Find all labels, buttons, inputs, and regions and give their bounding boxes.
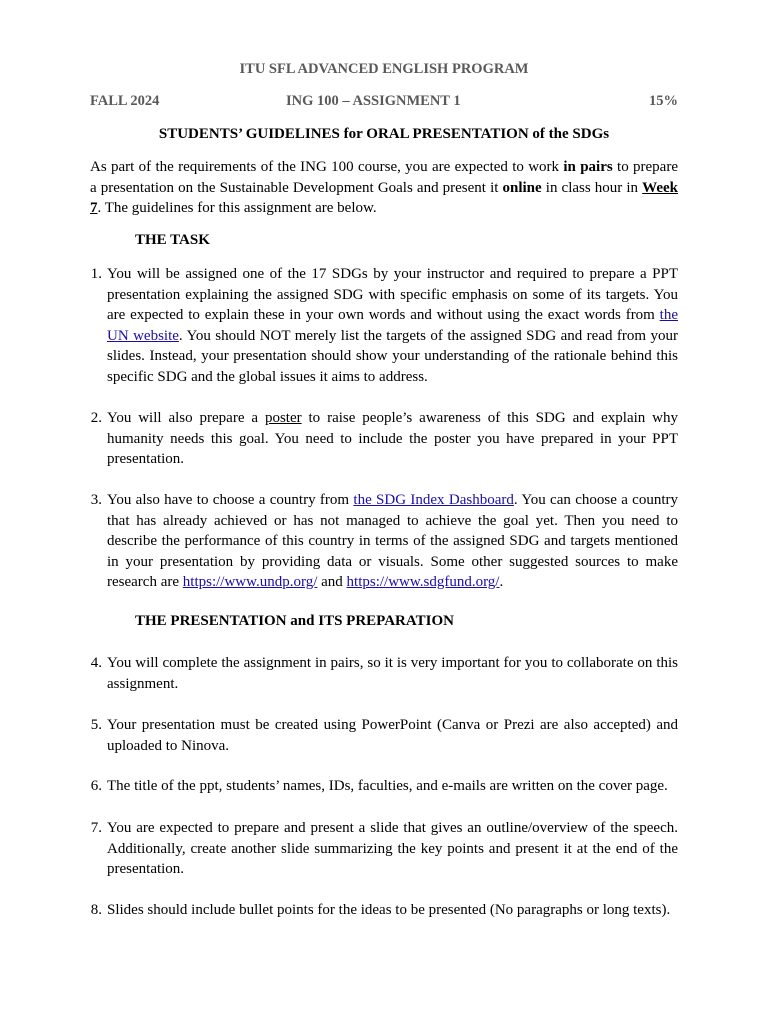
list-item: 4. You will complete the assignment in pairs, so it is very important for you to collaborate on this assignment. bbox=[90, 653, 678, 694]
item-number: 1. bbox=[90, 266, 102, 282]
item-number: 7. bbox=[90, 820, 102, 836]
list-item: 8. Slides should include bullet points for the ideas to be presented (No paragraphs or long texts). bbox=[90, 900, 678, 921]
emphasis-in-pairs: in pairs bbox=[563, 159, 613, 175]
poster-underlined: poster bbox=[264, 410, 302, 426]
un-website-link[interactable]: the UN website bbox=[107, 307, 678, 344]
section-heading-task: THE TASK bbox=[135, 232, 210, 248]
list-item: 7. You are expected to prepare and present a slide that gives an outline/overview of the speech. Additionally, create another slide summarizing the key points and present it at the end of the presentation. bbox=[90, 818, 678, 880]
grade-weight: 15% bbox=[649, 93, 678, 109]
list-item: 2. You will also prepare a poster to raise people’s awareness of this SDG and explain why humanity needs this goal. You need to include the poster you have prepared in your PPT presentation. bbox=[90, 408, 678, 470]
item-number: 8. bbox=[90, 902, 102, 918]
item-number: 5. bbox=[90, 717, 102, 733]
sdgfund-link[interactable]: https://www.sdgfund.org/ bbox=[346, 574, 500, 590]
list-item: 6. The title of the ppt, students’ names, IDs, faculties, and e-mails are written on the cover page. bbox=[90, 776, 678, 797]
item-number: 3. bbox=[90, 492, 102, 508]
emphasis-week: Week 7 bbox=[90, 179, 678, 216]
header-meta bbox=[90, 93, 678, 111]
undp-link[interactable]: https://www.undp.org/ bbox=[182, 574, 318, 590]
item-number: 6. bbox=[90, 778, 102, 794]
sdg-index-dashboard-link[interactable]: the SDG Index Dashboard bbox=[353, 492, 514, 508]
emphasis-online: online bbox=[502, 179, 542, 196]
list-item: 1. You will be assigned one of the 17 SDGs by your instructor and required to prepare a PPT presentation explaining the assigned SDG with specific emphasis on some of its targets. You are expected to explain these in your own words and without using the exact words from the UN website. You should NOT merely list the targets of the assigned SDG and read from your slides. Instead, your presentation should show your understanding of the rationale behind this specific SDG and the global issues it aims to address. bbox=[90, 264, 678, 387]
list-item: 5. Your presentation must be created using PowerPoint (Canva or Prezi are also accepted) and uploaded to Ninova. bbox=[90, 715, 678, 756]
item-number: 4. bbox=[90, 655, 102, 671]
course-assignment-label: ING 100 – ASSIGNMENT 1 bbox=[286, 93, 461, 109]
term-label: FALL 2024 bbox=[90, 93, 160, 109]
intro-paragraph: As part of the requirements of the ING 100 course, you are expected to work in pairs to prepare a presentation on the Sustainable Development Goals and present it online in class hour in Week 7. The guidelines for this assignment are below. bbox=[90, 159, 678, 216]
program-name: ITU SFL ADVANCED ENGLISH PROGRAM bbox=[239, 61, 529, 77]
section-heading-presentation: THE PRESENTATION and ITS PREPARATION bbox=[135, 613, 454, 629]
list-item: 3. You also have to choose a country from the SDG Index Dashboard. You can choose a country that has already achieved or has not managed to achieve the goal yet. Then you need to describe the performance of this country in terms of the assigned SDG and targets mentioned in your presentation by providing data or visuals. Some other suggested sources to make research are https://www.undp.org/ and https://www.sdgfund.org/. bbox=[90, 490, 678, 593]
item-number: 2. bbox=[90, 410, 102, 426]
guidelines-title: STUDENTS’ GUIDELINES for ORAL PRESENTATION of the SDGs bbox=[158, 126, 610, 142]
